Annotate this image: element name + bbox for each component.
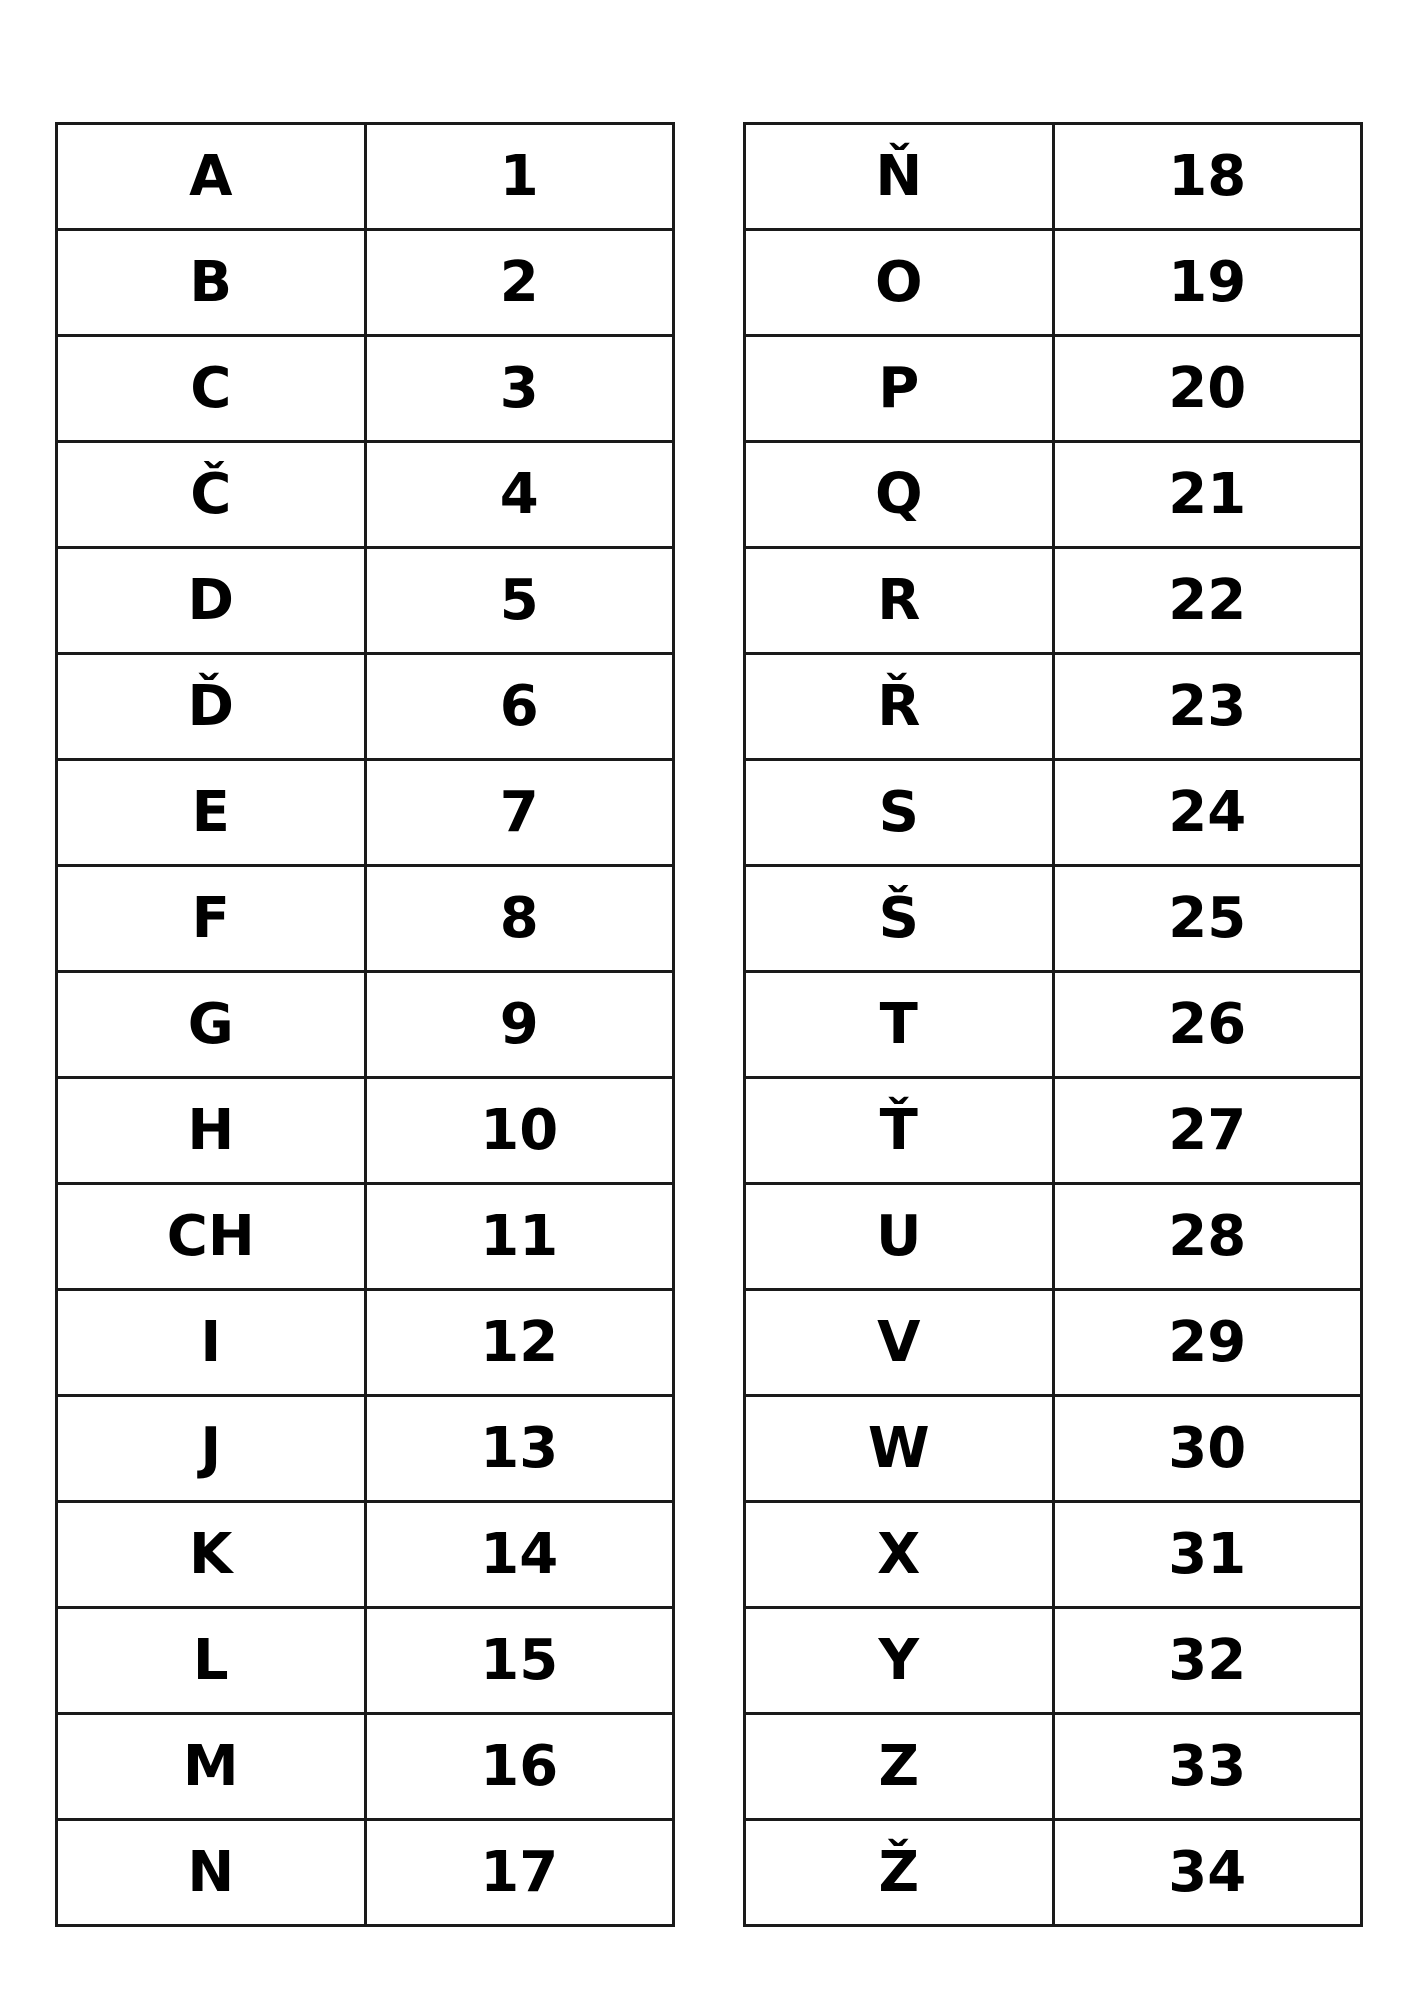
table-row [57, 124, 674, 230]
number-cell: 12 [365, 1290, 674, 1396]
number-cell: 22 [1053, 548, 1362, 654]
table-row [57, 1396, 674, 1502]
letter-cell: E [57, 760, 366, 866]
table-row [57, 1714, 674, 1820]
number-cell: 9 [365, 972, 674, 1078]
table-row [57, 1502, 674, 1608]
table-row [745, 1608, 1362, 1714]
table-row [745, 1502, 1362, 1608]
table-row [745, 124, 1362, 230]
number-cell: 8 [365, 866, 674, 972]
letter-cell: W [745, 1396, 1054, 1502]
letter-cell: A [57, 124, 366, 230]
letter-cell: CH [57, 1184, 366, 1290]
table-row [57, 1608, 674, 1714]
number-cell: 6 [365, 654, 674, 760]
letter-cell: L [57, 1608, 366, 1714]
table-row [57, 1078, 674, 1184]
number-cell: 31 [1053, 1502, 1362, 1608]
table-row [745, 1184, 1362, 1290]
number-cell: 19 [1053, 230, 1362, 336]
number-cell: 2 [365, 230, 674, 336]
number-cell: 5 [365, 548, 674, 654]
letter-cell: U [745, 1184, 1054, 1290]
alphabet-table-left-body [57, 124, 674, 1926]
number-cell: 17 [365, 1820, 674, 1926]
table-row [745, 1714, 1362, 1820]
number-cell: 14 [365, 1502, 674, 1608]
table-row [745, 548, 1362, 654]
table-row [745, 1078, 1362, 1184]
number-cell: 7 [365, 760, 674, 866]
letter-cell: P [745, 336, 1054, 442]
table-row [745, 866, 1362, 972]
number-cell: 23 [1053, 654, 1362, 760]
letter-cell: Č [57, 442, 366, 548]
letter-cell: H [57, 1078, 366, 1184]
table-row [57, 1820, 674, 1926]
table-row [57, 548, 674, 654]
letter-cell: K [57, 1502, 366, 1608]
table-row [57, 230, 674, 336]
number-cell: 16 [365, 1714, 674, 1820]
number-cell: 20 [1053, 336, 1362, 442]
letter-cell: Ď [57, 654, 366, 760]
letter-cell: J [57, 1396, 366, 1502]
table-row [745, 1290, 1362, 1396]
table-row [745, 1396, 1362, 1502]
table-row [745, 1820, 1362, 1926]
number-cell: 4 [365, 442, 674, 548]
number-cell: 10 [365, 1078, 674, 1184]
letter-cell: D [57, 548, 366, 654]
letter-cell: T [745, 972, 1054, 1078]
letter-cell: Ř [745, 654, 1054, 760]
table-row [57, 760, 674, 866]
table-row [57, 654, 674, 760]
letter-cell: I [57, 1290, 366, 1396]
letter-cell: Š [745, 866, 1054, 972]
number-cell: 34 [1053, 1820, 1362, 1926]
number-cell: 27 [1053, 1078, 1362, 1184]
number-cell: 28 [1053, 1184, 1362, 1290]
number-cell: 30 [1053, 1396, 1362, 1502]
number-cell: 33 [1053, 1714, 1362, 1820]
number-cell: 15 [365, 1608, 674, 1714]
letter-cell: F [57, 866, 366, 972]
letter-cell: Y [745, 1608, 1054, 1714]
number-cell: 24 [1053, 760, 1362, 866]
letter-cell: O [745, 230, 1054, 336]
letter-cell: Ň [745, 124, 1054, 230]
letter-cell: B [57, 230, 366, 336]
letter-cell: V [745, 1290, 1054, 1396]
letter-cell: N [57, 1820, 366, 1926]
letter-cell: S [745, 760, 1054, 866]
alphabet-table-left [55, 122, 675, 1927]
number-cell: 21 [1053, 442, 1362, 548]
table-row [745, 230, 1362, 336]
letter-cell: Ť [745, 1078, 1054, 1184]
alphabet-table-right-body [745, 124, 1362, 1926]
table-row [745, 336, 1362, 442]
table-row [745, 442, 1362, 548]
table-row [745, 654, 1362, 760]
table-row [57, 1184, 674, 1290]
number-cell: 26 [1053, 972, 1362, 1078]
letter-cell: G [57, 972, 366, 1078]
number-cell: 1 [365, 124, 674, 230]
table-row [745, 760, 1362, 866]
table-row [57, 972, 674, 1078]
number-cell: 11 [365, 1184, 674, 1290]
number-cell: 18 [1053, 124, 1362, 230]
alphabet-table-right [743, 122, 1363, 1927]
letter-cell: C [57, 336, 366, 442]
letter-cell: Z [745, 1714, 1054, 1820]
table-row [57, 336, 674, 442]
number-cell: 13 [365, 1396, 674, 1502]
number-cell: 25 [1053, 866, 1362, 972]
letter-cell: X [745, 1502, 1054, 1608]
table-row [745, 972, 1362, 1078]
table-row [57, 442, 674, 548]
number-cell: 29 [1053, 1290, 1362, 1396]
table-row [57, 866, 674, 972]
letter-cell: Q [745, 442, 1054, 548]
letter-cell: Ž [745, 1820, 1054, 1926]
number-cell: 3 [365, 336, 674, 442]
number-cell: 32 [1053, 1608, 1362, 1714]
table-row [57, 1290, 674, 1396]
letter-cell: R [745, 548, 1054, 654]
letter-cell: M [57, 1714, 366, 1820]
